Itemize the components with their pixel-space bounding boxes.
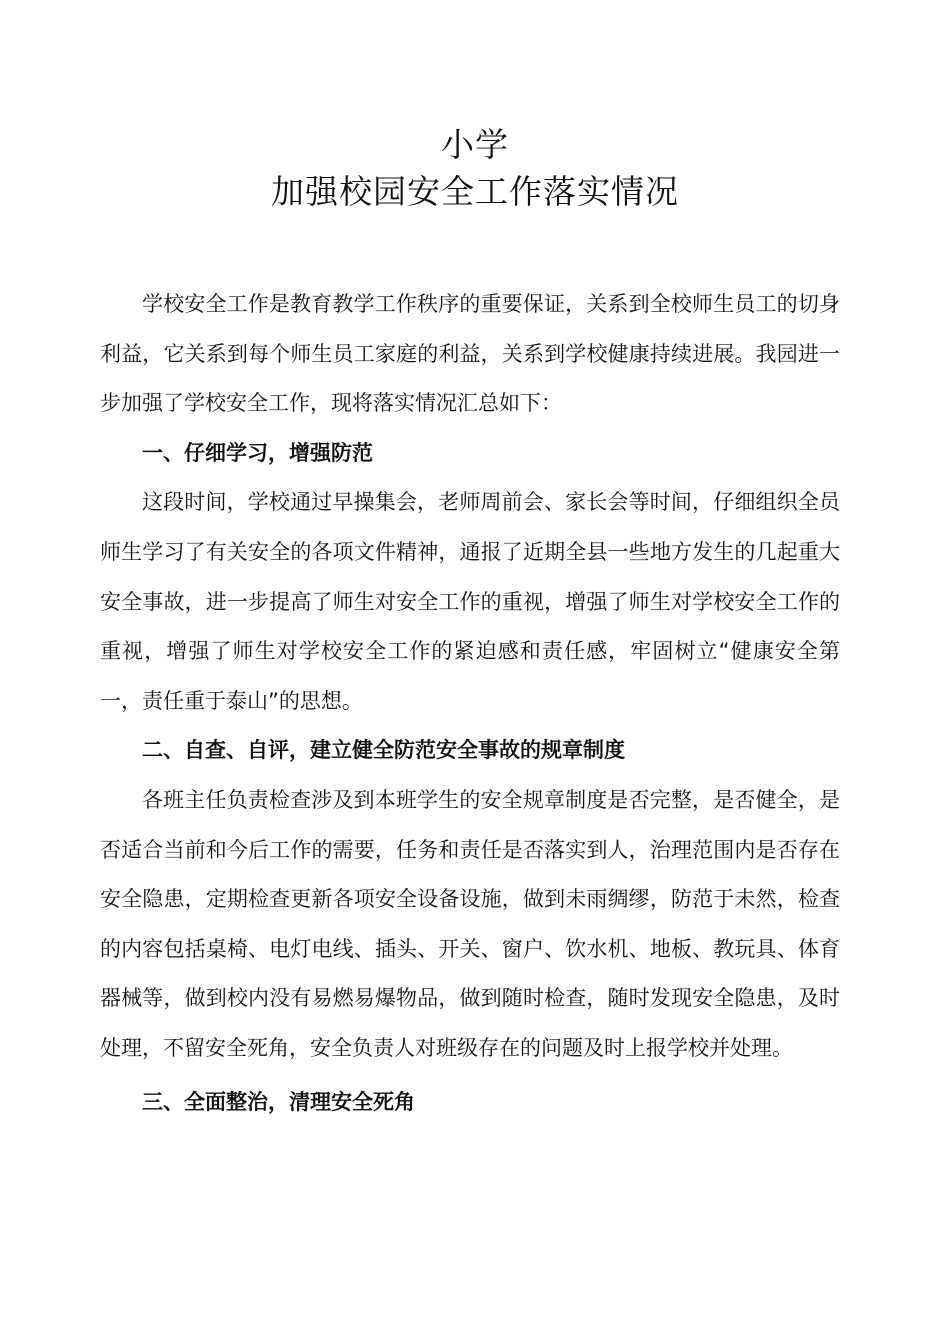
document-body bbox=[100, 280, 840, 1127]
section-3-heading: 三、全面整治，清理安全死角 bbox=[142, 1089, 415, 1114]
section-1-paragraph: 这段时间，学校通过早操集会，老师周前会、家长会等时间，仔细组织全员师生学习了有关安全的各项文件精神，通报了近期全县一些地方发生的几起重大安全事故，进一步提高了师生对安全工作的重视，增强了师生对学校安全工作的重视，增强了师生对学校安全工作的紧迫感和责任感，牢固树立“健康安全第一，责任重于泰山”的思想。 bbox=[100, 490, 840, 713]
section-2-heading: 二、自查、自评，建立健全防范安全事故的规章制度 bbox=[142, 738, 625, 763]
title-block bbox=[0, 122, 950, 216]
document-title-main: 加强校园安全工作落实情况 bbox=[271, 172, 679, 211]
document-title-school: 小学 bbox=[441, 125, 509, 164]
section-1-heading: 一、仔细学习，增强防范 bbox=[142, 440, 373, 465]
section-2-paragraph: 各班主任负责检查涉及到本班学生的安全规章制度是否完整，是否健全，是否适合当前和今后工作的需要，任务和责任是否落实到人，治理范围内是否存在安全隐患，定期检查更新各项安全设备设施，做到未雨绸缪，防范于未然，检查的内容包括桌椅、电灯电线、插头、开关、窗户、饮水机、地板、教玩具、体育器械等，做到校内没有易燃易爆物品，做到随时检查，随时发现安全隐患，及时处理，不留安全死角，安全负责人对班级存在的问题及时上报学校并处理。 bbox=[100, 787, 840, 1060]
intro-paragraph: 学校安全工作是教育教学工作秩序的重要保证，关系到全校师生员工的切身利益，它关系到每个师生员工家庭的利益，关系到学校健康持续进展。我园进一步加强了学校安全工作，现将落实情况汇总如下： bbox=[100, 292, 840, 416]
